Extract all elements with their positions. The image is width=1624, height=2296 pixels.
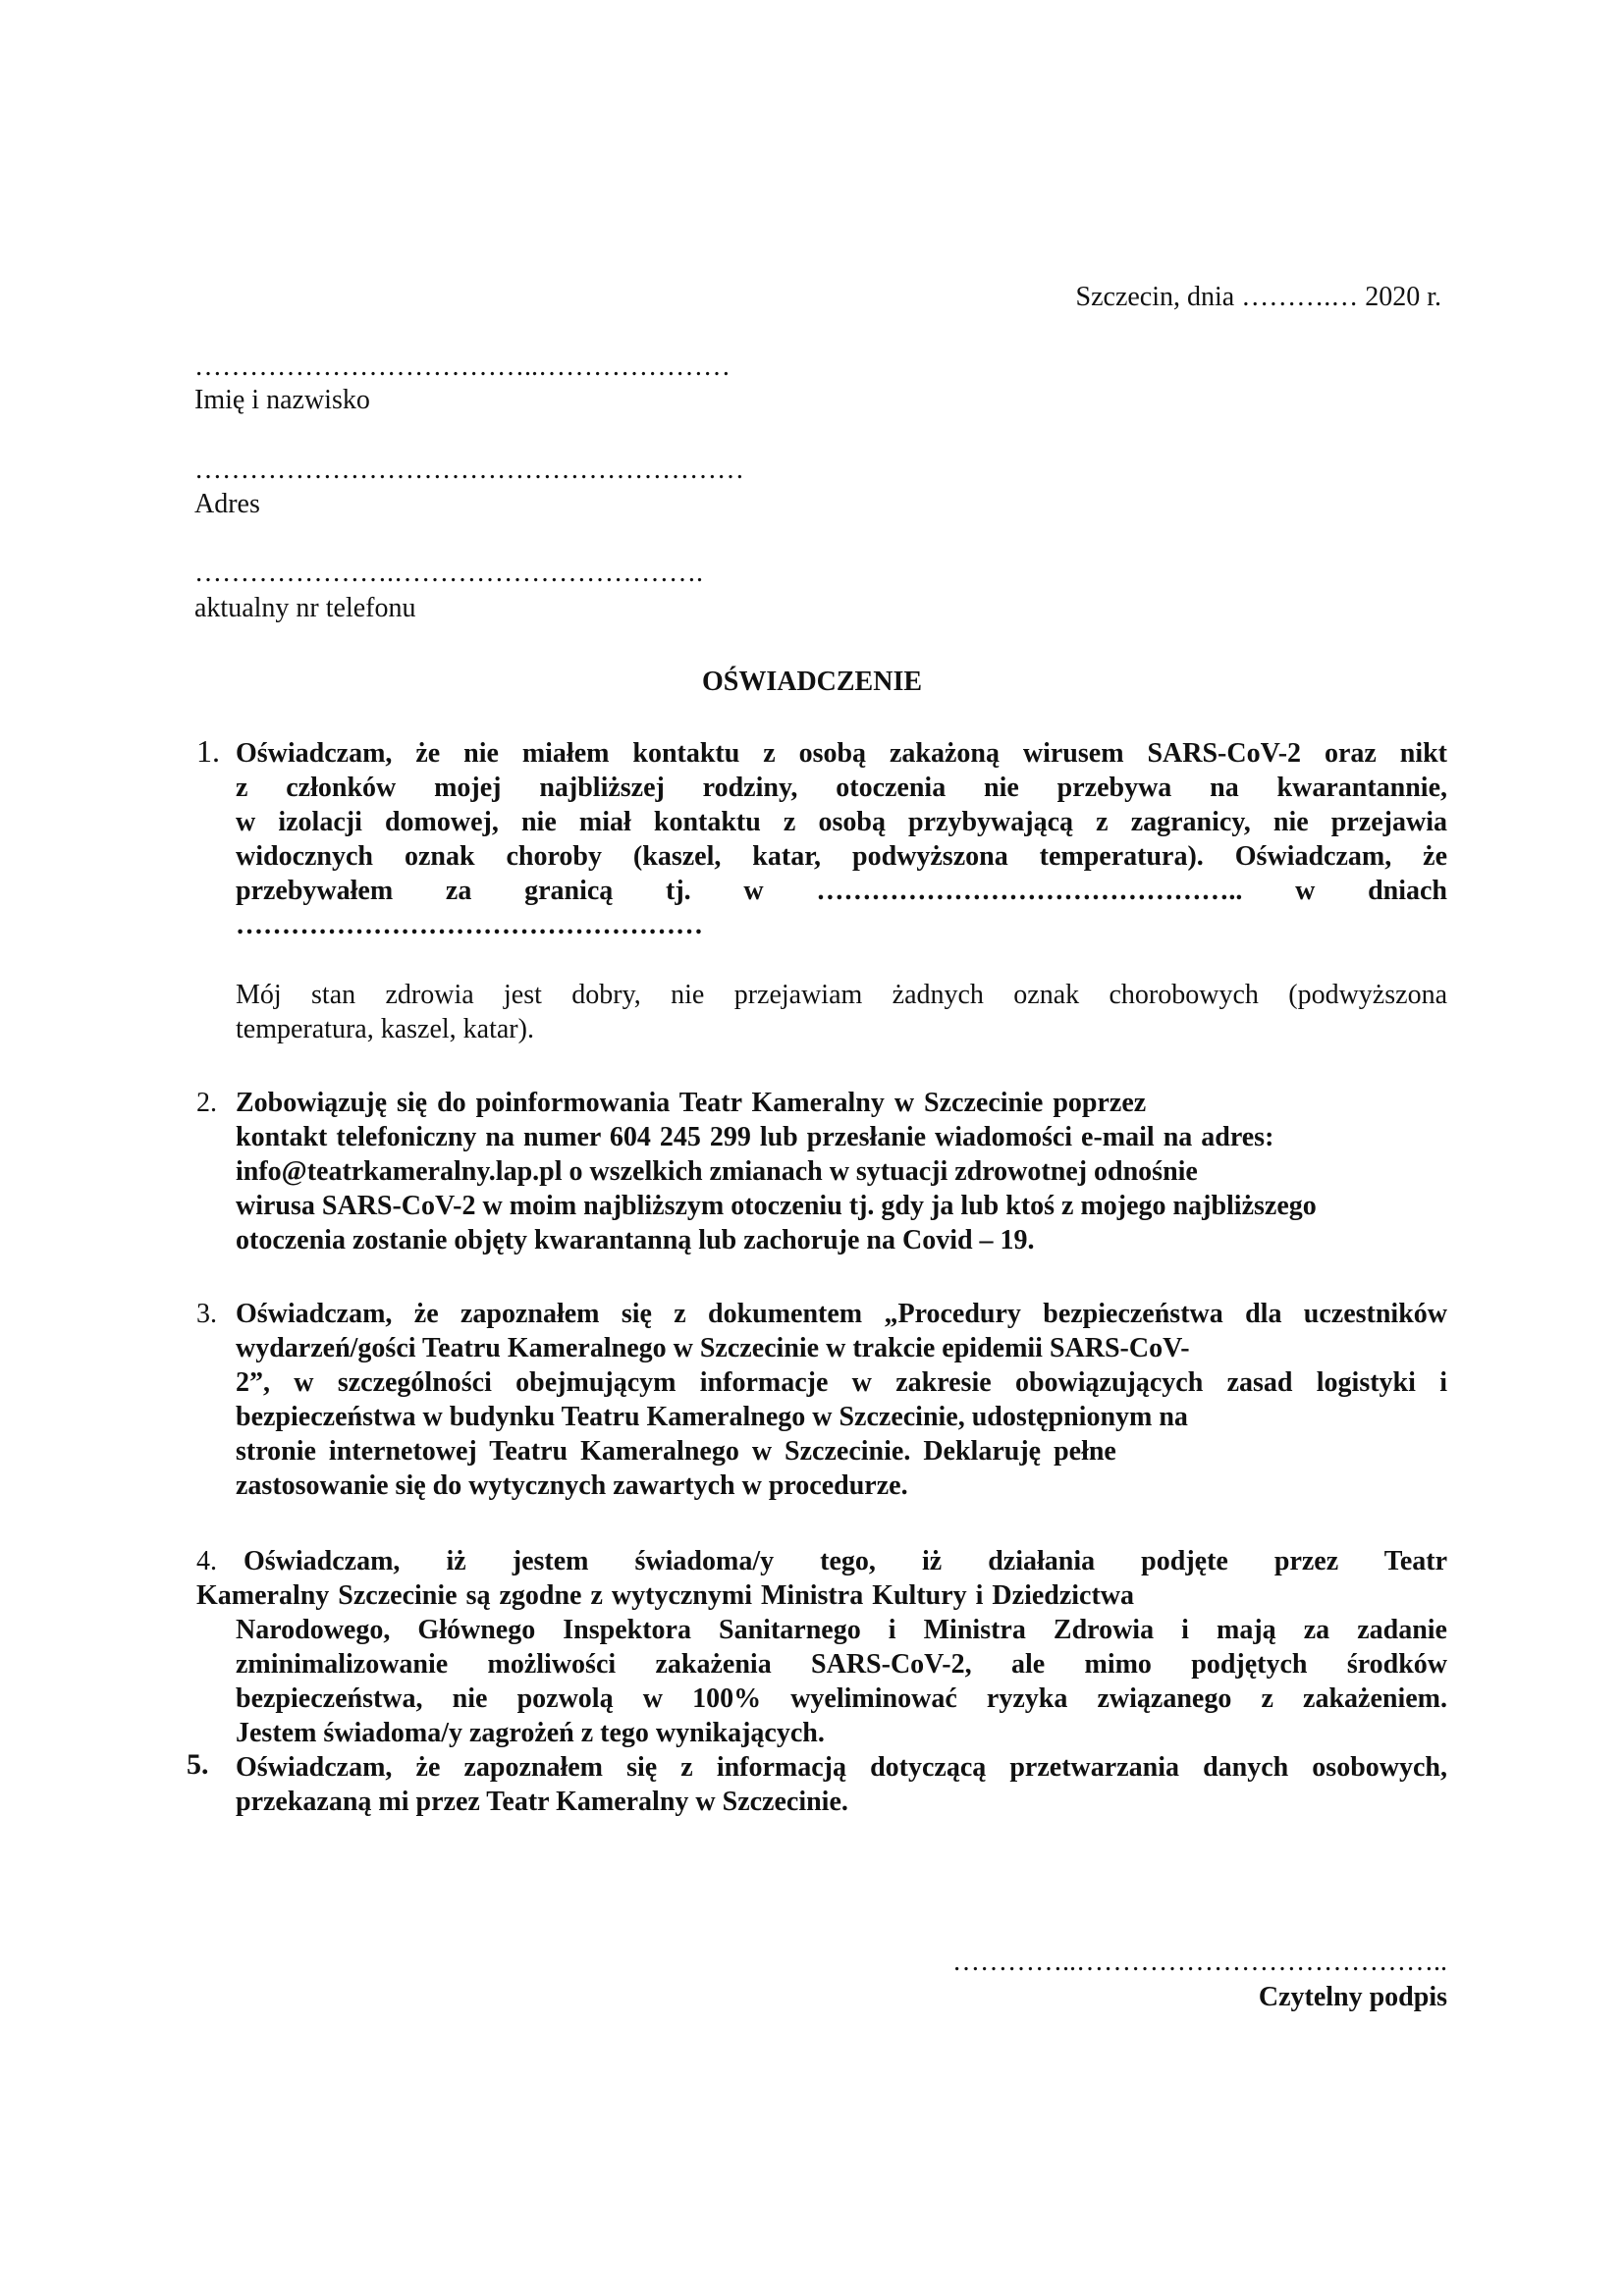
section-3-line: 2”, w szczególności obejmującym informacje w zakresie obowiązujących zasad logistyki i <box>236 1367 1447 1398</box>
section-number-2: 2. <box>196 1088 217 1118</box>
name-label: Imię i nazwisko <box>194 385 370 415</box>
phone-label: aktualny nr telefonu <box>194 593 416 623</box>
signature-label: Czytelny podpis <box>1258 1982 1447 2012</box>
section-1-line: Oświadczam, że nie miałem kontaktu z osobą zakażoną wirusem SARS-CoV-2 oraz nikt <box>236 738 1447 769</box>
section-3-line: Oświadczam, że zapoznałem się z dokumentem „Procedury bezpieczeństwa dla uczestników <box>236 1299 1447 1329</box>
section-number-3: 3. <box>196 1299 217 1329</box>
section-number-4: 4. <box>196 1546 217 1576</box>
section-3-line: wydarzeń/gości Teatru Kameralnego w Szczecinie w trakcie epidemii SARS-CoV- <box>236 1333 1190 1363</box>
page-title: OŚWIADCZENIE <box>701 667 923 697</box>
signature-dots[interactable]: …………..………………………………….. <box>952 1947 1447 1977</box>
section-4-line: Jestem świadoma/y zagrożeń z tego wynikających. <box>236 1718 825 1748</box>
section-1-line: widocznych oznak choroby (kaszel, katar, podwyższona temperatura). Oświadczam, że <box>236 841 1447 872</box>
section-1-line: z członków mojej najbliższej rodziny, otoczenia nie przebywa na kwarantannie, <box>236 773 1447 803</box>
section-number-5: 5. <box>187 1748 209 1781</box>
section-3-line: stronie internetowej Teatru Kameralnego w Szczecinie. Deklaruję pełne <box>236 1436 1116 1467</box>
address-dots[interactable]: …………………………………………………… <box>194 454 744 485</box>
section-2-line: kontakt telefoniczny na numer 604 245 299 lub przesłanie wiadomości e-mail na adres: <box>236 1122 1274 1152</box>
section-4-line: Narodowego, Głównego Inspektora Sanitarnego i Ministra Zdrowia i mają za zadanie <box>236 1615 1447 1645</box>
phone-dots[interactable]: ………………….……………………………. <box>194 558 703 588</box>
section-4-line: Kameralny Szczecinie są zgodne z wytycznymi Ministra Kultury i Dziedzictwa <box>196 1580 1135 1611</box>
section-4-line: zminimalizowanie możliwości zakażenia SARS-CoV-2, ale mimo podjętych środków <box>236 1649 1447 1680</box>
section-3-line: zastosowanie się do wytycznych zawartych w procedurze. <box>236 1470 908 1501</box>
section-3-line: bezpieczeństwa w budynku Teatru Kameralnego w Szczecinie, udostępnionym na <box>236 1402 1188 1432</box>
section-2-line: wirusa SARS-CoV-2 w moim najbliższym otoczeniu tj. gdy ja lub ktoś z mojego najbliższego <box>236 1191 1317 1221</box>
section-1-line: przebywałem za granicą tj. w ……………………………………….. w dniach <box>236 876 1447 906</box>
health-statement-line: temperatura, kaszel, katar). <box>236 1014 534 1044</box>
section-2-line: otoczenia zostanie objęty kwarantanną lub zachoruje na Covid – 19. <box>236 1225 1035 1255</box>
section-2-line: Zobowiązuję się do poinformowania Teatr Kameralny w Szczecinie poprzez <box>236 1088 1147 1118</box>
address-label: Adres <box>194 489 260 519</box>
place-date: Szczecin, dnia ……….… 2020 r. <box>1075 282 1441 312</box>
section-number-1: 1. <box>196 733 220 769</box>
section-1-line: w izolacji domowej, nie miał kontaktu z osobą przybywającą z zagranicy, nie przejawia <box>236 807 1447 837</box>
section-4-line: Oświadczam, iż jestem świadoma/y tego, iż działania podjęte przez Teatr <box>244 1546 1447 1576</box>
health-statement-line: Mój stan zdrowia jest dobry, nie przejawiam żadnych oznak chorobowych (podwyższona <box>236 980 1447 1010</box>
section-5-line: Oświadczam, że zapoznałem się z informacją dotyczącą przetwarzania danych osobowych, <box>236 1752 1447 1783</box>
section-5-line: przekazaną mi przez Teatr Kameralny w Szczecinie. <box>236 1787 848 1817</box>
section-4-line: bezpieczeństwa, nie pozwolą w 100% wyeliminować ryzyka związanego z zakażeniem. <box>236 1683 1447 1714</box>
name-dots[interactable]: ………………………………..………………… <box>194 351 731 382</box>
section-2-line: info@teatrkameralny.lap.pl o wszelkich zmianach w sytuacji zdrowotnej odnośnie <box>236 1156 1198 1187</box>
section-1-line: …………………………………………… <box>236 910 703 940</box>
